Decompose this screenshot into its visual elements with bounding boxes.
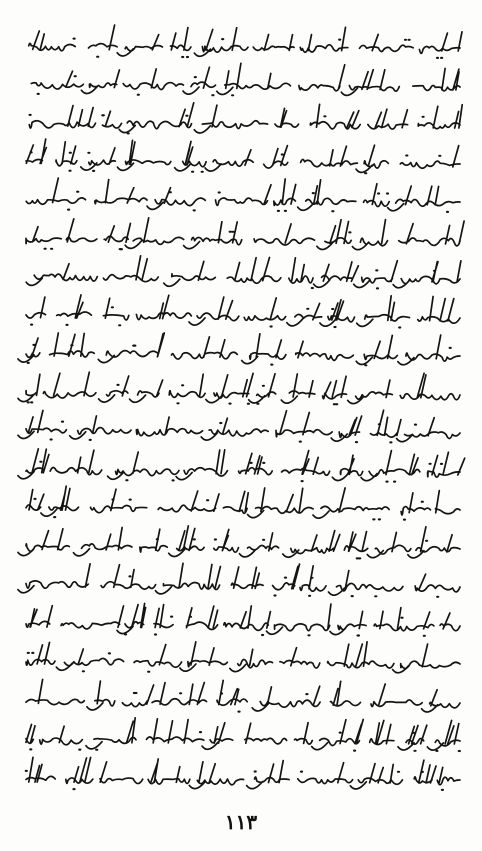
ink-stroke [26, 178, 460, 211]
ink-dot [147, 671, 150, 673]
handwritten-text-block [18, 20, 464, 790]
ink-dot [78, 749, 81, 751]
ink-dot [179, 692, 182, 694]
ink-dot [305, 693, 308, 695]
handwriting-strokes [18, 675, 464, 717]
handwriting-strokes [18, 136, 464, 178]
handwriting-strokes [18, 598, 464, 640]
ink-dot [170, 615, 173, 617]
ink-dot [211, 94, 214, 96]
ink-dot [87, 151, 90, 153]
ink-dot [37, 92, 40, 94]
handwriting-strokes [18, 290, 464, 332]
ink-dot [25, 769, 28, 771]
ink-dot [331, 307, 334, 309]
ink-dot [299, 441, 302, 443]
manuscript-line [18, 213, 464, 252]
ink-stroke [26, 217, 464, 249]
ink-stroke [26, 679, 460, 712]
ink-dot [306, 307, 309, 309]
ink-dot [206, 499, 209, 501]
ink-dot [422, 116, 425, 118]
ink-dot [39, 460, 42, 462]
ink-dot [421, 770, 424, 772]
ink-dot [29, 114, 32, 116]
manuscript-line [18, 136, 464, 175]
ink-dot [53, 516, 56, 518]
ink-dot [397, 770, 400, 772]
ink-dot [194, 76, 197, 78]
ink-stroke [29, 25, 462, 56]
ink-dot [72, 788, 75, 790]
ink-dot [201, 170, 204, 172]
ink-dot [132, 345, 135, 347]
ink-dot [108, 652, 111, 654]
ink-dot [247, 402, 250, 404]
ink-stroke [18, 448, 465, 480]
manuscript-line [18, 675, 464, 714]
ink-dot [425, 539, 428, 541]
ink-dot [156, 538, 159, 540]
ink-dot [89, 439, 92, 441]
ink-dot [50, 438, 53, 440]
ink-dot [284, 577, 287, 579]
ink-dot [404, 39, 407, 41]
ink-dot [137, 93, 140, 95]
ink-dot [169, 191, 172, 193]
handwriting-strokes [18, 328, 464, 370]
ink-stroke [18, 525, 460, 557]
handwriting-strokes [18, 20, 464, 62]
ink-dot [273, 594, 276, 596]
handwriting-strokes [18, 405, 464, 447]
ink-stroke [26, 139, 460, 172]
ink-dot [116, 383, 119, 385]
ink-dot [30, 151, 33, 153]
ink-stroke [26, 757, 460, 789]
ink-dot [375, 269, 378, 271]
ink-dot [33, 498, 36, 500]
ink-dot [61, 421, 64, 423]
ink-dot [73, 38, 76, 40]
handwriting-strokes [18, 251, 464, 293]
ink-dot [262, 538, 265, 540]
manuscript-line [18, 713, 464, 752]
ink-dot [134, 691, 137, 693]
ink-dot [218, 191, 221, 193]
ink-dot [270, 364, 273, 366]
ink-stroke [18, 563, 460, 595]
ink-dot [129, 499, 132, 501]
ink-dot [189, 615, 192, 617]
manuscript-line [18, 405, 464, 444]
ink-dot [237, 710, 240, 712]
manuscript-line [18, 328, 464, 367]
ink-dot [31, 652, 34, 654]
ink-stroke [18, 410, 460, 441]
ink-dot [414, 424, 417, 426]
handwriting-strokes [18, 482, 464, 524]
ink-stroke [26, 718, 460, 750]
ink-dot [76, 191, 79, 193]
ink-dot [412, 732, 415, 734]
ink-dot [154, 633, 157, 635]
ink-dot [120, 248, 123, 250]
ink-dot [193, 538, 196, 540]
ink-stroke [18, 372, 460, 403]
ink-dot [219, 422, 222, 424]
ink-dot [386, 192, 389, 194]
handwriting-strokes [18, 636, 464, 678]
ink-dot [300, 770, 303, 772]
ink-dot [199, 731, 202, 733]
ink-dot [229, 230, 232, 232]
ink-dot [92, 169, 95, 171]
ink-dot [111, 306, 114, 308]
ink-dot [124, 633, 127, 635]
ink-stroke [26, 486, 460, 518]
ink-dot [70, 344, 73, 346]
ink-dot [128, 575, 131, 577]
handwriting-strokes [18, 97, 464, 139]
ink-dot [96, 56, 99, 58]
ink-dot [438, 154, 441, 156]
ink-dot [270, 325, 273, 327]
ink-dot [181, 384, 184, 386]
ink-dot [30, 323, 33, 325]
handwriting-strokes [18, 752, 464, 794]
manuscript-line [18, 174, 464, 213]
manuscript-line [18, 636, 464, 675]
ink-dot [29, 748, 32, 750]
handwriting-strokes [18, 174, 464, 216]
ink-dot [231, 94, 234, 96]
ink-dot [193, 209, 196, 211]
ink-dot [127, 132, 130, 134]
ink-dot [68, 169, 71, 171]
handwriting-strokes [18, 559, 464, 601]
ink-dot [378, 423, 381, 425]
ink-dot [338, 39, 341, 41]
manuscript-line [18, 59, 464, 98]
manuscript-line [18, 20, 464, 59]
ink-dot [310, 577, 313, 579]
ink-dot [118, 324, 121, 326]
handwriting-strokes [18, 59, 464, 101]
ink-dot [172, 479, 175, 481]
ink-dot [400, 616, 403, 618]
ink-dot [176, 402, 179, 404]
ink-dot [421, 501, 424, 503]
ink-dot [433, 270, 436, 272]
ink-dot [220, 692, 223, 694]
ink-stroke [29, 103, 462, 133]
handwriting-strokes [18, 713, 464, 755]
manuscript-line [18, 290, 464, 329]
ink-dot [281, 153, 284, 155]
manuscript-line [18, 521, 464, 560]
handwriting-strokes [18, 521, 464, 563]
ink-dot [82, 670, 85, 672]
ink-stroke [26, 642, 460, 673]
ink-dot [67, 209, 70, 211]
ink-dot [32, 344, 35, 346]
manuscript-line [18, 367, 464, 406]
manuscript-line [18, 752, 464, 791]
ink-dot [111, 498, 114, 500]
manuscript-line [18, 598, 464, 637]
ink-dot [74, 75, 77, 77]
ink-dot [185, 115, 188, 117]
ink-dot [50, 247, 53, 249]
ink-dot [69, 151, 72, 153]
ink-stroke [31, 63, 460, 95]
ink-dot [408, 39, 411, 41]
ink-stroke [26, 256, 461, 288]
ink-dot [125, 479, 128, 481]
ink-dot [377, 192, 380, 194]
manuscript-line [18, 97, 464, 136]
ink-dot [27, 652, 30, 654]
manuscript-line [18, 251, 464, 290]
manuscript-line [18, 482, 464, 521]
ink-dot [348, 231, 351, 233]
ink-dot [323, 115, 326, 117]
ink-dot [228, 402, 231, 404]
ink-dot [30, 401, 33, 403]
ink-dot [221, 38, 224, 40]
ink-dot [262, 384, 265, 386]
ink-dot [44, 247, 47, 249]
handwriting-strokes [18, 213, 464, 255]
ink-stroke [26, 603, 460, 634]
ink-dot [102, 114, 105, 116]
ink-dot [339, 732, 342, 734]
page-number: ١١٣ [224, 810, 258, 834]
ink-dot [250, 461, 253, 463]
handwriting-strokes [18, 367, 464, 409]
ink-dot [262, 461, 265, 463]
ink-dot [214, 538, 217, 540]
ink-dot [65, 323, 68, 325]
ink-dot [449, 347, 452, 349]
ink-dot [440, 462, 443, 464]
ink-dot [191, 170, 194, 172]
ink-stroke [18, 333, 460, 365]
manuscript-line [18, 444, 464, 483]
ink-dot [27, 362, 30, 364]
ink-dot [27, 401, 30, 403]
ink-dot [95, 749, 98, 751]
ink-dot [441, 788, 444, 790]
ink-dot [254, 770, 257, 772]
ink-dot [429, 462, 432, 464]
manuscript-line [18, 559, 464, 598]
ink-stroke [26, 294, 460, 326]
ink-dot [312, 192, 315, 194]
handwriting-strokes [18, 444, 464, 486]
ink-dot [405, 154, 408, 156]
